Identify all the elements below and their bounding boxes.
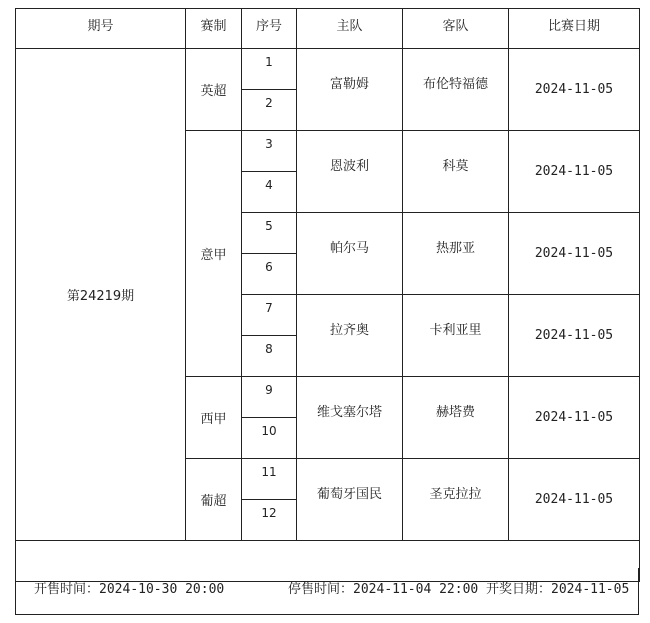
table-row (16, 49, 640, 90)
seq-cell: 4 (242, 172, 297, 213)
sale-stop (288, 578, 478, 597)
away-team-cell: 热那亚 (403, 213, 509, 295)
seq-cell: 6 (242, 254, 297, 295)
away-team-cell: 圣克拉拉 (403, 459, 509, 541)
draw-date-label: 开奖日期： (486, 582, 552, 597)
seq-cell: 12 (242, 500, 297, 541)
away-team-cell: 布伦特福德 (403, 49, 509, 131)
match-date-cell: 2024-11-05 (509, 377, 640, 459)
league-cell: 葡超 (186, 459, 242, 541)
sale-stop-value: 2024-11-04 22:00 (353, 582, 479, 597)
match-date-cell: 2024-11-05 (509, 295, 640, 377)
sale-start-label: 开售时间： (34, 582, 100, 597)
schedule-table (15, 8, 640, 582)
home-team-cell: 葡萄牙国民 (297, 459, 403, 541)
header-home-team: 主队 (297, 9, 403, 49)
period-cell: 第24219期 (16, 49, 186, 541)
away-team-cell: 赫塔费 (403, 377, 509, 459)
league-cell: 英超 (186, 49, 242, 131)
home-team-cell: 帕尔马 (297, 213, 403, 295)
home-team-cell: 拉齐奥 (297, 295, 403, 377)
draw-date-value: 2024-11-05 (551, 582, 630, 597)
seq-cell: 10 (242, 418, 297, 459)
away-team-cell: 科莫 (403, 131, 509, 213)
seq-cell: 11 (242, 459, 297, 500)
header-row (16, 9, 640, 49)
seq-cell: 2 (242, 90, 297, 131)
match-date-cell: 2024-11-05 (509, 213, 640, 295)
league-cell: 意甲 (186, 131, 242, 377)
sale-start (34, 578, 224, 597)
sale-info-footer (15, 568, 639, 615)
seq-cell: 5 (242, 213, 297, 254)
draw-date (486, 578, 629, 597)
header-away-team: 客队 (403, 9, 509, 49)
header-seq: 序号 (242, 9, 297, 49)
home-team-cell: 恩波利 (297, 131, 403, 213)
seq-cell: 8 (242, 336, 297, 377)
sale-stop-label: 停售时间： (288, 582, 354, 597)
header-competition: 赛制 (186, 9, 242, 49)
seq-cell: 3 (242, 131, 297, 172)
home-team-cell: 富勒姆 (297, 49, 403, 131)
seq-cell: 7 (242, 295, 297, 336)
match-date-cell: 2024-11-05 (509, 459, 640, 541)
sale-start-value: 2024-10-30 20:00 (99, 582, 225, 597)
away-team-cell: 卡利亚里 (403, 295, 509, 377)
header-match-date: 比赛日期 (509, 9, 640, 49)
home-team-cell: 维戈塞尔塔 (297, 377, 403, 459)
league-cell: 西甲 (186, 377, 242, 459)
seq-cell: 9 (242, 377, 297, 418)
match-date-cell: 2024-11-05 (509, 49, 640, 131)
header-period: 期号 (16, 9, 186, 49)
match-date-cell: 2024-11-05 (509, 131, 640, 213)
seq-cell: 1 (242, 49, 297, 90)
